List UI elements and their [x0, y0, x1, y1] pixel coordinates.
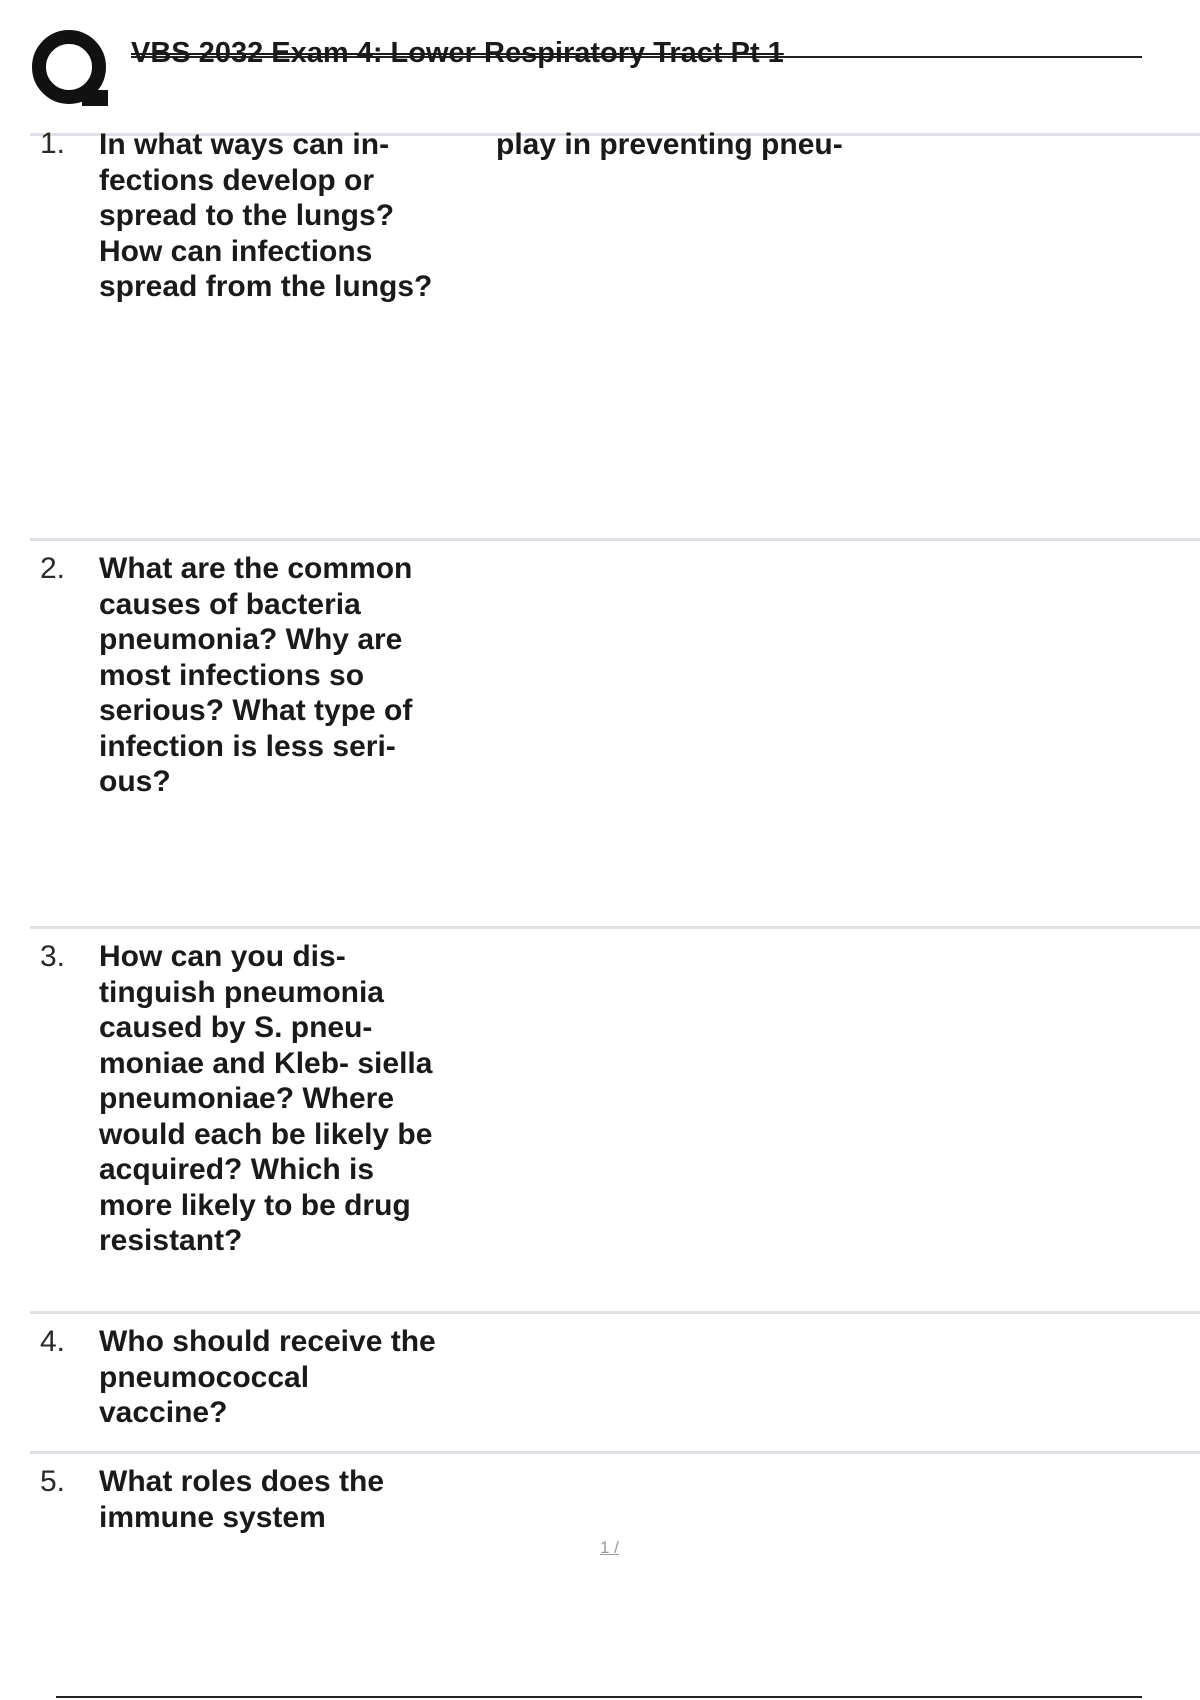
page-number: 1 / — [600, 1538, 619, 1557]
footer-rule — [56, 1696, 1142, 1698]
q-logo-icon — [32, 30, 110, 108]
question-row-3 — [30, 926, 1200, 1314]
answer-text: play in preventing pneu- — [496, 128, 843, 161]
question-number: 1. — [40, 127, 66, 160]
question-row-1 — [30, 127, 1200, 541]
question-number: 3. — [40, 940, 66, 973]
question-number: 5. — [40, 1465, 66, 1498]
question-text: In what ways can in- fections develop or spread to the lungs? How can infections spread from the lungs? — [99, 128, 433, 303]
question-number: 2. — [40, 552, 66, 585]
question-row-5 — [30, 1451, 1200, 1604]
document-title: VBS 2032 Exam 4: Lower Respiratory Tract Pt 1 — [131, 37, 784, 69]
question-row-2 — [30, 538, 1200, 929]
question-number: 4. — [40, 1325, 66, 1358]
question-text: What are the common causes of bacteria pneumonia? Why are most infections so serious? What type of infection is less seri- ous? — [99, 552, 413, 798]
question-text: What roles does the immune system — [99, 1465, 385, 1534]
question-row-4 — [30, 1311, 1200, 1454]
question-text: How can you dis- tinguish pneumonia caused by S. pneu- moniae and Kleb- siella pneumoniae? Where would each be likely be acquired? Which is more likely to be drug resistant? — [99, 940, 433, 1257]
question-text: Who should receive the pneumococcal vaccine? — [99, 1325, 436, 1429]
